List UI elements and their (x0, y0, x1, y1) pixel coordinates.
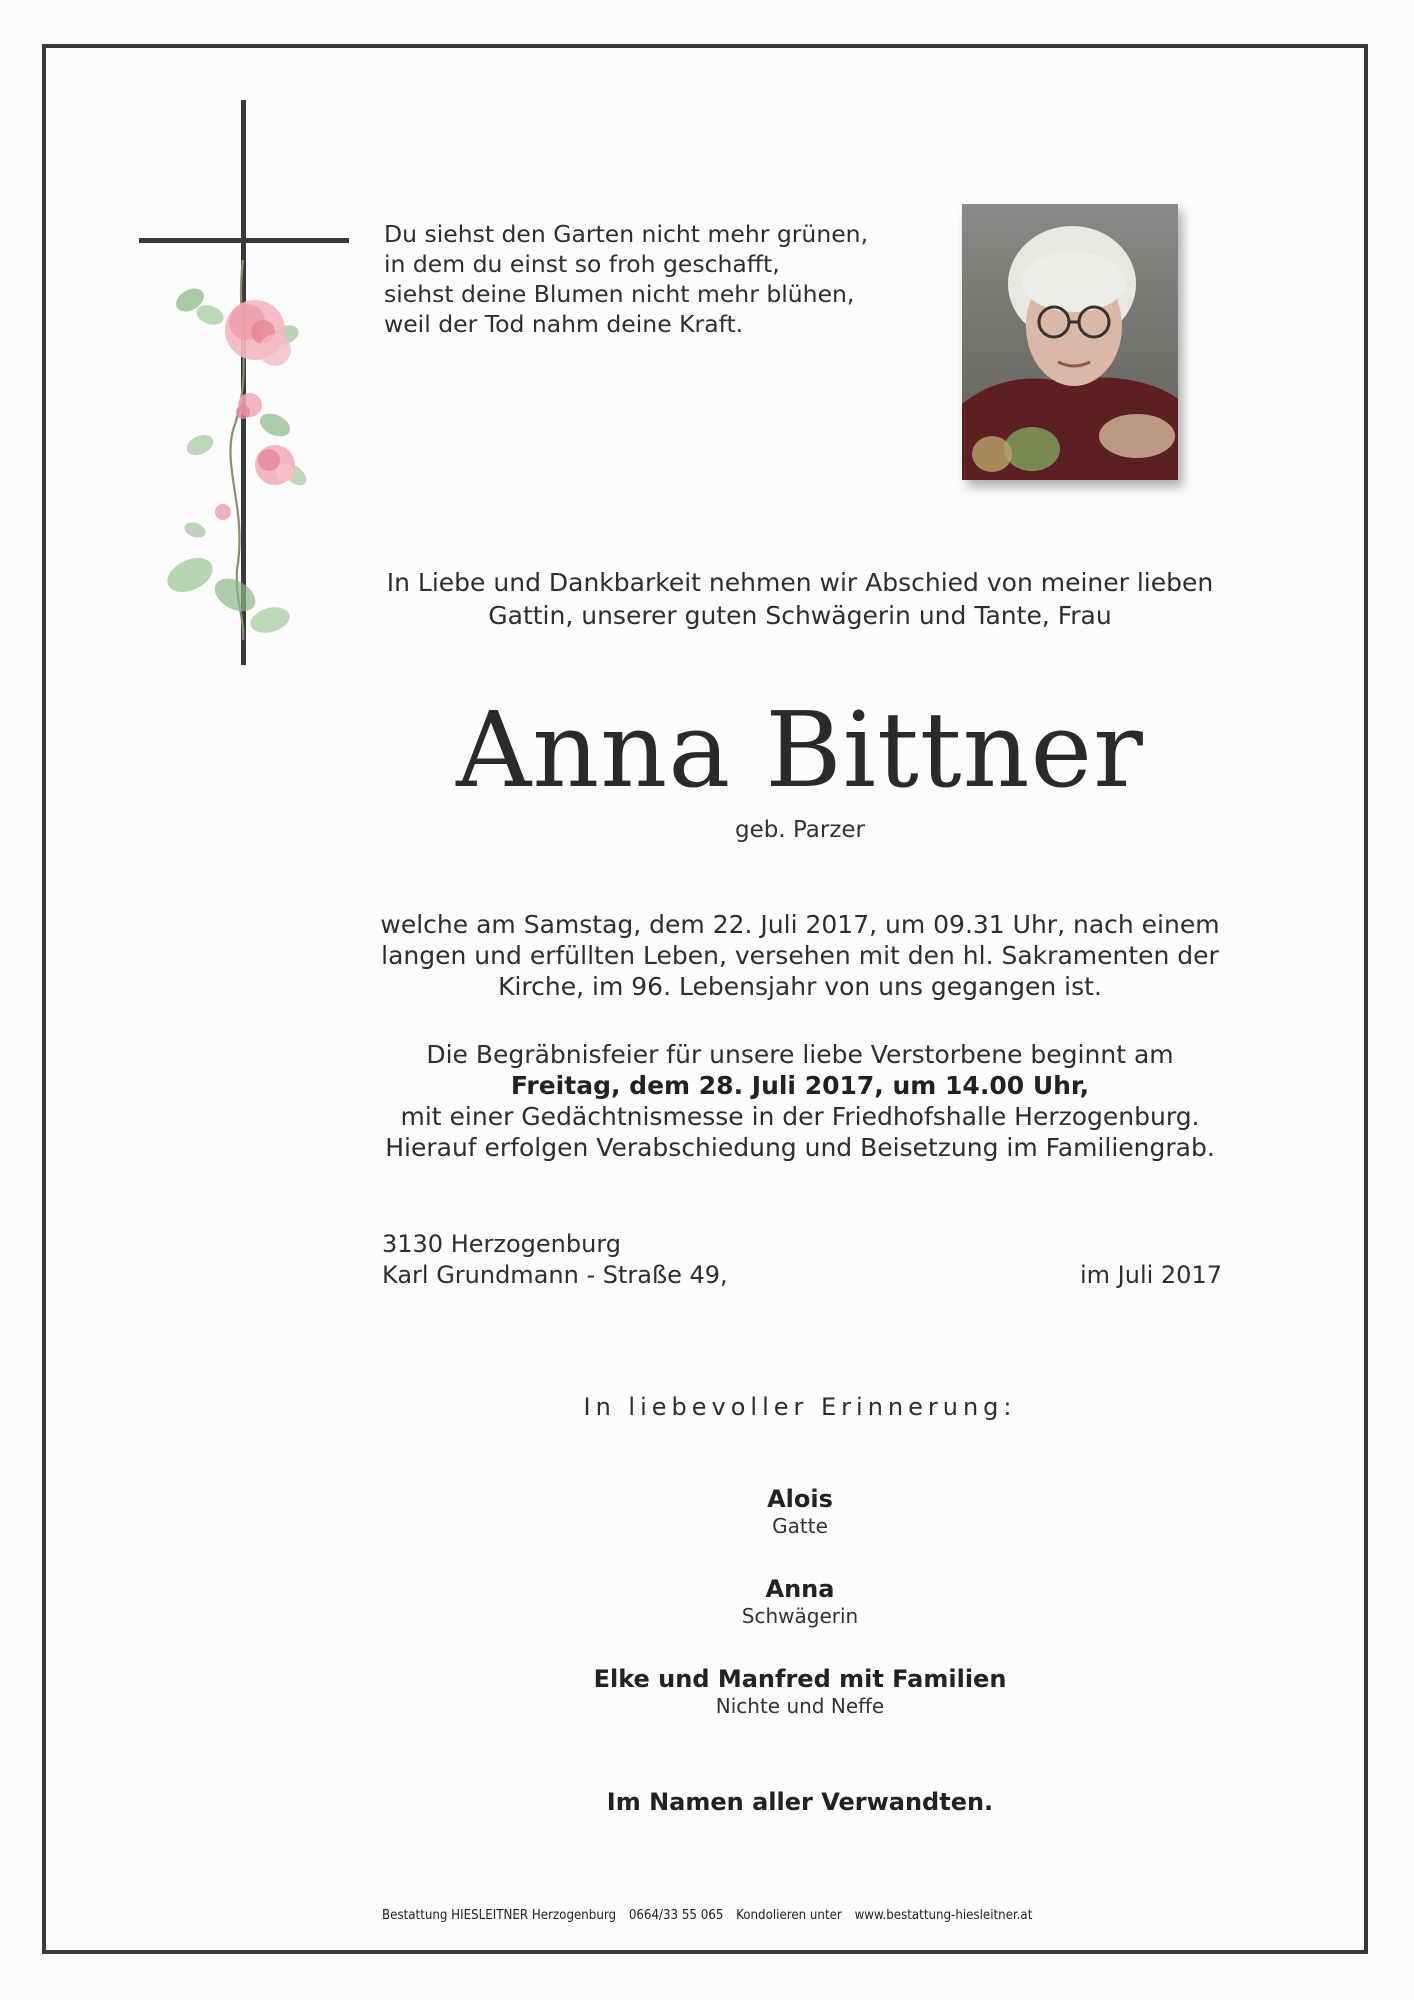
portrait-photo (962, 204, 1178, 480)
intro-line: In Liebe und Dankbarkeit nehmen wir Abschied von meiner lieben (386, 568, 1214, 597)
mourner-name: Alois (767, 1485, 833, 1513)
funeral-line: Die Begräbnisfeier für unsere liebe Verstorbene beginnt am (426, 1040, 1174, 1069)
poem-line: weil der Tod nahm deine Kraft. (384, 310, 744, 338)
condolence-label: Kondolieren unter (736, 1908, 842, 1923)
intro-line: Gattin, unserer guten Schwägerin und Tante, Frau (488, 601, 1112, 630)
deceased-name: Anna Bittner (456, 689, 1144, 811)
cross-with-roses-icon (135, 100, 360, 670)
funeral-date: Freitag, dem 28. Juli 2017, um 14.00 Uhr, (510, 1071, 1090, 1100)
mourner-relation: Nichte und Neffe (715, 1694, 885, 1718)
memory-heading: In liebevoller Erinnerung: (583, 1393, 1017, 1421)
poem (384, 219, 904, 339)
farewell-intro (360, 566, 1240, 632)
address-line: 3130 Herzogenburg (382, 1230, 622, 1258)
mourner-name: Anna (765, 1575, 835, 1603)
death-notice-line: Kirche, im 96. Lebensjahr von uns gegangen ist. (498, 972, 1102, 1001)
funeral-line: mit einer Gedächtnismesse in der Friedhofshalle Herzogenburg. (400, 1102, 1200, 1131)
death-notice-line: welche am Samstag, dem 22. Juli 2017, um 09.31 Uhr, nach einem (380, 910, 1220, 939)
death-notice-line: langen und erfüllten Leben, versehen mit den hl. Sakramenten der (381, 941, 1219, 970)
funeral-home-name: Bestattung HIESLEITNER Herzogenburg (382, 1908, 617, 1923)
mourner-entry (500, 1484, 1100, 1539)
funeral-line: Hierauf erfolgen Verabschiedung und Beisetzung im Familiengrab. (385, 1133, 1215, 1162)
family-address (382, 1229, 882, 1291)
mourner-entry (500, 1664, 1100, 1719)
notice-date: im Juli 2017 (1079, 1261, 1222, 1289)
mourner-name: Elke und Manfred mit Familien (593, 1665, 1007, 1693)
closing-line: Im Namen aller Verwandten. (606, 1788, 994, 1816)
portrait-image (962, 204, 1178, 480)
funeral-info (362, 1039, 1238, 1163)
mourner-entry (500, 1574, 1100, 1629)
mourner-relation: Schwägerin (741, 1604, 859, 1628)
poem-line: Du siehst den Garten nicht mehr grünen, (384, 220, 869, 248)
funeral-home-footer (382, 1907, 1222, 1925)
maiden-name: geb. Parzer (734, 817, 866, 843)
poem-line: siehst deine Blumen nicht mehr blühen, (384, 280, 855, 308)
address-line: Karl Grundmann - Straße 49, (382, 1261, 728, 1289)
death-notice (362, 909, 1238, 1002)
funeral-home-phone: 0664/33 55 065 (628, 1908, 724, 1923)
funeral-home-website[interactable]: www.bestattung-hiesleitner.at (854, 1908, 1033, 1923)
mourner-relation: Gatte (772, 1514, 828, 1538)
rose-blossom-icon (215, 300, 295, 520)
poem-line: in dem du einst so froh geschafft, (384, 250, 780, 278)
